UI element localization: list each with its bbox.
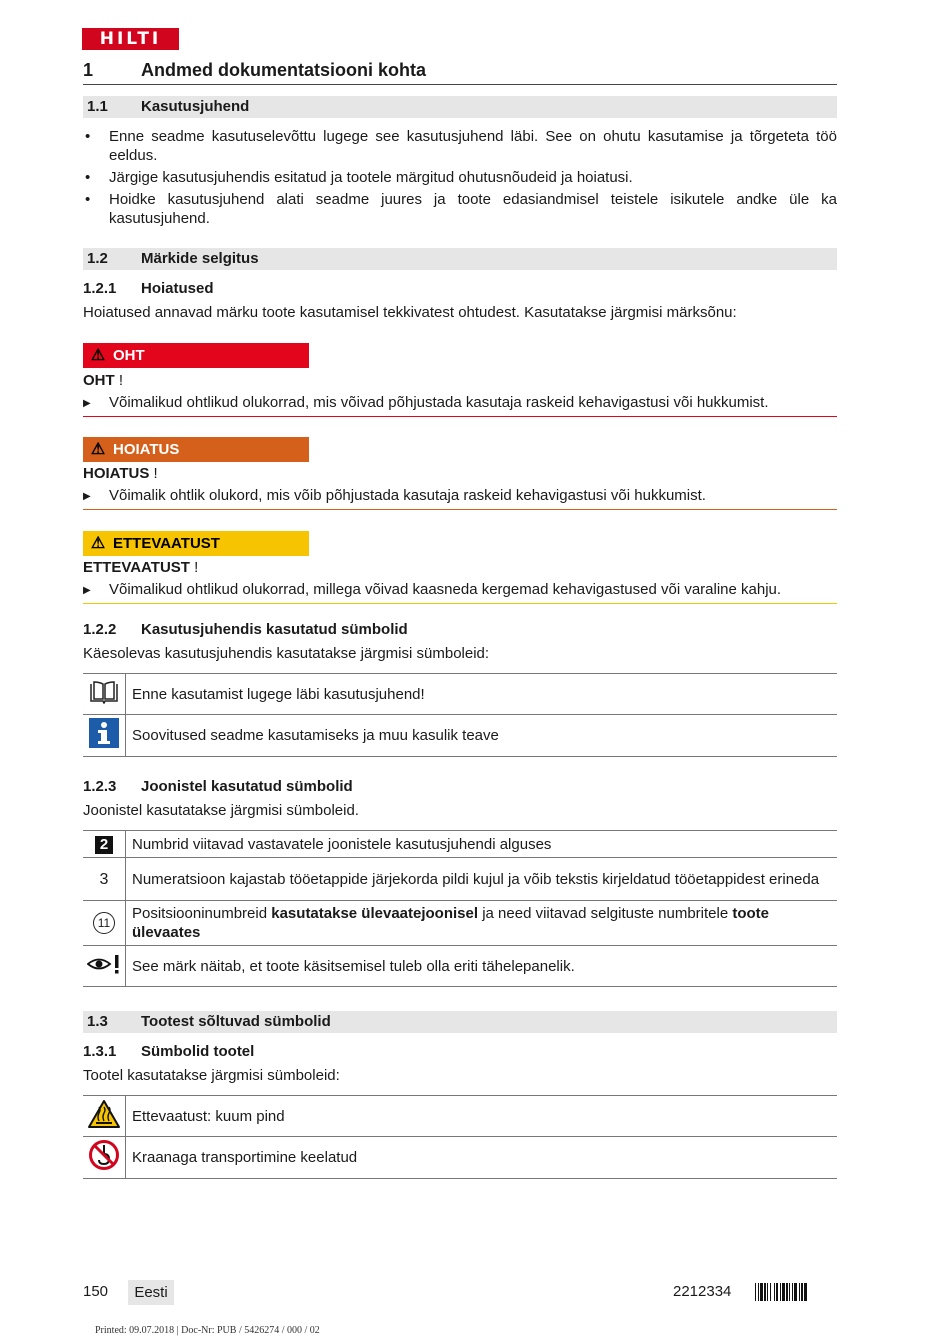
figure-symbols-intro: Joonistel kasutatakse järgmisi sümboleid. xyxy=(83,802,359,819)
arrow-right-icon: ▶ xyxy=(83,398,91,409)
subsection-heading-1-2-1: 1.2.1 Hoiatused xyxy=(83,280,214,297)
symbol-description: Numeratsioon kajastab tööetappide järjekorda pildi kujul ja võib tekstis kirjeldatud tööetappidest erineda xyxy=(126,858,838,901)
warning-signal-word: HOIATUS ! xyxy=(83,465,158,482)
section-heading-1-2 xyxy=(83,248,837,270)
table-row xyxy=(83,1137,837,1179)
subsection-heading-1-2-2: 1.2.2 Kasutusjuhendis kasutatud sümbolid xyxy=(83,621,408,638)
bullet-item: • Järgige kasutusjuhendis esitatud ja tootele märgitud ohutusnõudeid ja hoiatusi. xyxy=(83,168,837,187)
subsection-heading-1-3-1: 1.3.1 Sümbolid tootel xyxy=(83,1043,255,1060)
table-row xyxy=(83,858,837,901)
manual-book-icon xyxy=(83,674,126,715)
no-crane-icon xyxy=(83,1137,126,1179)
table-row xyxy=(83,715,837,757)
warning-label-box: ⚠ HOIATUS xyxy=(83,437,309,462)
warning-triangle-icon: ⚠ xyxy=(90,535,106,552)
position-number-icon: 11 xyxy=(83,901,126,946)
symbol-description: Ettevaatust: kuum pind xyxy=(126,1096,838,1137)
bullet-item: • Enne seadme kasutuselevõttu lugege see kasutusjuhend läbi. See on ohutu kasutamise ja tõrgeteta töö eeldus. xyxy=(83,127,837,165)
symbol-description: Positsiooninumbreid kasutatakse ülevaatejoonisel ja need viitavad selgituste numbritele toote ülevaates xyxy=(126,901,838,946)
section-heading-1-3 xyxy=(83,1011,837,1033)
usage-bullets xyxy=(83,127,837,231)
symbol-description: Numbrid viitavad vastavatele joonistele kasutusjuhendi alguses xyxy=(126,831,838,858)
caution-signal-word: ETTEVAATUST ! xyxy=(83,559,199,576)
print-info: Printed: 09.07.2018 | Doc-Nr: PUB / 5426274 / 000 / 02 xyxy=(95,1325,320,1336)
product-symbols-intro: Tootel kasutatakse järgmisi sümboleid: xyxy=(83,1067,340,1084)
step-number-icon: 3 xyxy=(83,858,126,901)
table-row xyxy=(83,831,837,858)
danger-label-box: ⚠ OHT xyxy=(83,343,309,368)
section-title: Märkide selgitus xyxy=(141,250,259,267)
manual-symbols-table xyxy=(83,673,837,757)
caution-label-box: ⚠ ETTEVAATUST xyxy=(83,531,309,556)
section-number: 1.3 xyxy=(87,1013,108,1030)
product-symbols-table xyxy=(83,1095,837,1179)
caution-text: ▶ Võimalikud ohtlikud olukorrad, millega võivad kaasneda kergemad kehavigastused või varaline kahju. xyxy=(83,580,837,604)
symbol-description: Kraanaga transportimine keelatud xyxy=(126,1137,838,1179)
manual-symbols-intro: Käesolevas kasutusjuhendis kasutatakse järgmisi sümboleid: xyxy=(83,645,490,662)
figure-symbols-table xyxy=(83,830,837,987)
warning-triangle-icon: ⚠ xyxy=(90,347,106,364)
section-heading-1-1 xyxy=(83,96,837,118)
chapter-number: 1 xyxy=(83,60,94,80)
language-label: Eesti xyxy=(128,1280,174,1305)
danger-text: ▶ Võimalikud ohtlikud olukorrad, mis võivad põhjustada kasutaja raskeid kehavigastusi või hukkumist. xyxy=(83,393,837,417)
subsection-heading-1-2-3: 1.2.3 Joonistel kasutatud sümbolid xyxy=(83,778,353,795)
section-title: Kasutusjuhend xyxy=(141,98,250,115)
chapter-title: Andmed dokumentatsiooni kohta xyxy=(141,60,427,80)
warning-triangle-icon: ⚠ xyxy=(90,441,106,458)
arrow-right-icon: ▶ xyxy=(83,491,91,502)
hilti-logo: HILTI xyxy=(82,28,179,50)
section-number: 1.1 xyxy=(87,98,108,115)
table-row xyxy=(83,1096,837,1137)
symbol-description: Soovitused seadme kasutamiseks ja muu kasulik teave xyxy=(126,715,838,757)
barcode-icon xyxy=(755,1283,837,1301)
chapter-heading xyxy=(83,58,837,85)
table-row xyxy=(83,674,837,715)
warning-text: ▶ Võimalik ohtlik olukord, mis võib põhjustada kasutaja raskeid kehavigastusi või hukkumist. xyxy=(83,486,837,510)
warnings-intro: Hoiatused annavad märku toote kasutamisel tekkivatest ohtudest. Kasutatakse järgmisi märksõnu: xyxy=(83,304,737,321)
info-icon xyxy=(83,715,126,757)
eye-attention-icon xyxy=(83,946,126,987)
document-number: 2212334 xyxy=(673,1283,732,1300)
symbol-description: See märk näitab, et toote käsitsemisel tuleb olla eriti tähelepanelik. xyxy=(126,946,838,987)
danger-signal-word: OHT ! xyxy=(83,372,124,389)
symbol-description: Enne kasutamist lugege läbi kasutusjuhend! xyxy=(126,674,838,715)
page-number: 150 xyxy=(83,1283,109,1300)
table-row xyxy=(83,901,837,946)
bullet-item: • Hoidke kasutusjuhend alati seadme juures ja toote edasiandmisel teistele isikutele andke üle ka kasutusjuhend. xyxy=(83,190,837,228)
arrow-right-icon: ▶ xyxy=(83,585,91,596)
hot-surface-icon xyxy=(83,1096,126,1137)
section-number: 1.2 xyxy=(87,250,108,267)
figure-number-icon: 2 xyxy=(83,831,126,858)
section-title: Tootest sõltuvad sümbolid xyxy=(141,1013,331,1030)
table-row xyxy=(83,946,837,987)
